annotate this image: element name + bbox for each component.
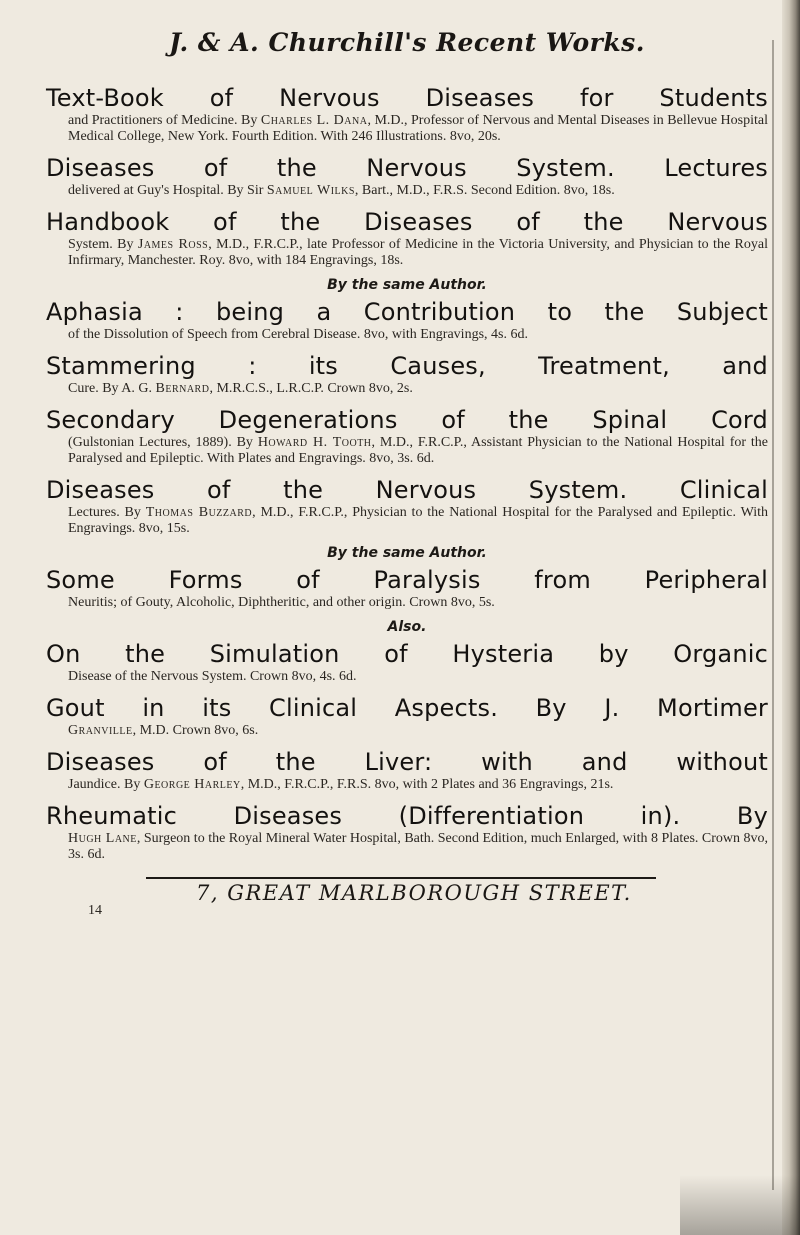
book-description xyxy=(68,723,768,739)
desc-post: , Bart., M.D., F.R.S. Second Edition. 8vo, 18s. xyxy=(354,183,615,198)
page-edge-shadow xyxy=(782,0,800,1235)
book-title: Rheumatic Diseases (Differentiation in). By xyxy=(46,802,768,830)
publisher-address: 7, GREAT MARLBOROUGH STREET. xyxy=(196,881,632,905)
book-entry xyxy=(46,565,768,611)
book-entry xyxy=(46,693,768,739)
book-title: Diseases of the Nervous System. Clinical xyxy=(46,476,768,504)
book-entry xyxy=(46,297,768,343)
desc-pre: delivered at Guy's Hospital. By Sir xyxy=(68,183,267,198)
desc-post: , M.D., Professor of Nervous and Mental Diseases in Bellevue Hospital Medical College, New York. Fourth Edition. With 246 Illustrations. 8vo, 20s. xyxy=(68,113,769,144)
desc-pre: Lectures. By xyxy=(68,505,146,520)
book-entry xyxy=(46,207,768,269)
book-entry xyxy=(46,639,768,685)
desc-pre: Jaundice. By xyxy=(68,777,144,792)
desc-pre: (Gulstonian Lectures, 1889). By xyxy=(68,435,258,450)
desc-post: , M.D. Crown 8vo, 6s. xyxy=(132,723,259,738)
desc-post: , M.D., F.R.C.P., Assistant Physician to the National Hospital for the Paralysed and Epileptic. With Plates and Engravings. 8vo, 3s. 6d. xyxy=(68,435,769,466)
book-title: Handbook of the Diseases of the Nervous xyxy=(46,208,768,236)
book-title: Aphasia : being a Contribution to the Subject xyxy=(46,298,768,326)
desc-post: , M.D., F.R.C.P., late Professor of Medicine in the Victoria University, and Physician to the Royal Infirmary, Manchester. Roy. 8vo, with 184 Engravings, 18s. xyxy=(68,237,769,268)
book-description xyxy=(68,595,768,611)
book-title: On the Simulation of Hysteria by Organic xyxy=(46,640,768,668)
book-description xyxy=(68,435,768,467)
desc-pre: Cure. By A. G. xyxy=(68,381,156,396)
book-description xyxy=(68,381,768,397)
bottom-shadow xyxy=(680,1175,800,1235)
by-same-author-note: By the same Author. xyxy=(327,277,487,293)
book-description xyxy=(68,237,768,269)
book-title: Diseases of the Nervous System. Lectures xyxy=(46,154,768,182)
book-description xyxy=(68,183,768,199)
author-name: Thomas Buzzard xyxy=(145,505,253,520)
author-name: Bernard xyxy=(155,381,210,396)
book-description xyxy=(68,669,768,685)
by-same-author-note: By the same Author. xyxy=(327,545,487,561)
book-title: Diseases of the Liver: with and without xyxy=(46,748,768,776)
book-title: Gout in its Clinical Aspects. By J. Mortimer xyxy=(46,694,768,722)
author-name: Hugh Lane xyxy=(68,831,137,846)
book-entry xyxy=(46,801,768,863)
author-name: James Ross xyxy=(137,237,209,252)
desc-pre: and Practitioners of Medicine. By xyxy=(68,113,261,128)
page-content xyxy=(46,14,768,919)
author-name: Granville xyxy=(68,723,133,738)
desc-post: , Surgeon to the Royal Mineral Water Hospital, Bath. Second Edition, much Enlarged, with 8 Plates. Crown 8vo, 3s. 6d. xyxy=(68,831,769,862)
author-name: Howard H. Tooth xyxy=(257,435,372,450)
also-note: Also. xyxy=(387,619,427,635)
book-description xyxy=(68,113,768,145)
book-entry xyxy=(46,153,768,199)
book-description xyxy=(68,831,768,863)
book-description xyxy=(68,777,768,793)
page-edge-line xyxy=(772,40,774,1190)
footer-rule xyxy=(146,877,656,879)
book-entry xyxy=(46,475,768,537)
desc-post: , M.R.C.S., L.R.C.P. Crown 8vo, 2s. xyxy=(209,381,413,396)
desc-post: , M.D., F.R.C.P., F.R.S. 8vo, with 2 Plates and 36 Engravings, 21s. xyxy=(240,777,614,792)
book-entry xyxy=(46,405,768,467)
book-entry xyxy=(46,83,768,145)
book-description xyxy=(68,327,768,343)
desc-pre: Neuritis; of Gouty, Alcoholic, Diphtheritic, and other origin. Crown 8vo, 5s. xyxy=(68,595,495,610)
book-title: Stammering : its Causes, Treatment, and xyxy=(46,352,768,380)
desc-pre: Disease of the Nervous System. Crown 8vo, 4s. 6d. xyxy=(68,669,357,684)
author-name: Charles L. Dana xyxy=(260,113,368,128)
book-title: Some Forms of Paralysis from Peripheral xyxy=(46,566,768,594)
author-name: Samuel Wilks xyxy=(266,183,355,198)
book-title: Text-Book of Nervous Diseases for Students xyxy=(46,84,768,112)
desc-pre: System. By xyxy=(68,237,138,252)
author-name: George Harley xyxy=(143,777,241,792)
page-number: 14 xyxy=(88,903,102,918)
book-entry xyxy=(46,747,768,793)
desc-pre: of the Dissolution of Speech from Cerebral Disease. 8vo, with Engravings, 4s. 6d. xyxy=(68,327,528,342)
desc-post: , M.D., F.R.C.P., Physician to the National Hospital for the Paralysed and Epileptic. With Engravings. 8vo, 15s. xyxy=(68,505,769,536)
page-header: J. & A. Churchill's Recent Works. xyxy=(169,28,645,57)
book-description xyxy=(68,505,768,537)
book-title: Secondary Degenerations of the Spinal Cord xyxy=(46,406,768,434)
book-entry xyxy=(46,351,768,397)
